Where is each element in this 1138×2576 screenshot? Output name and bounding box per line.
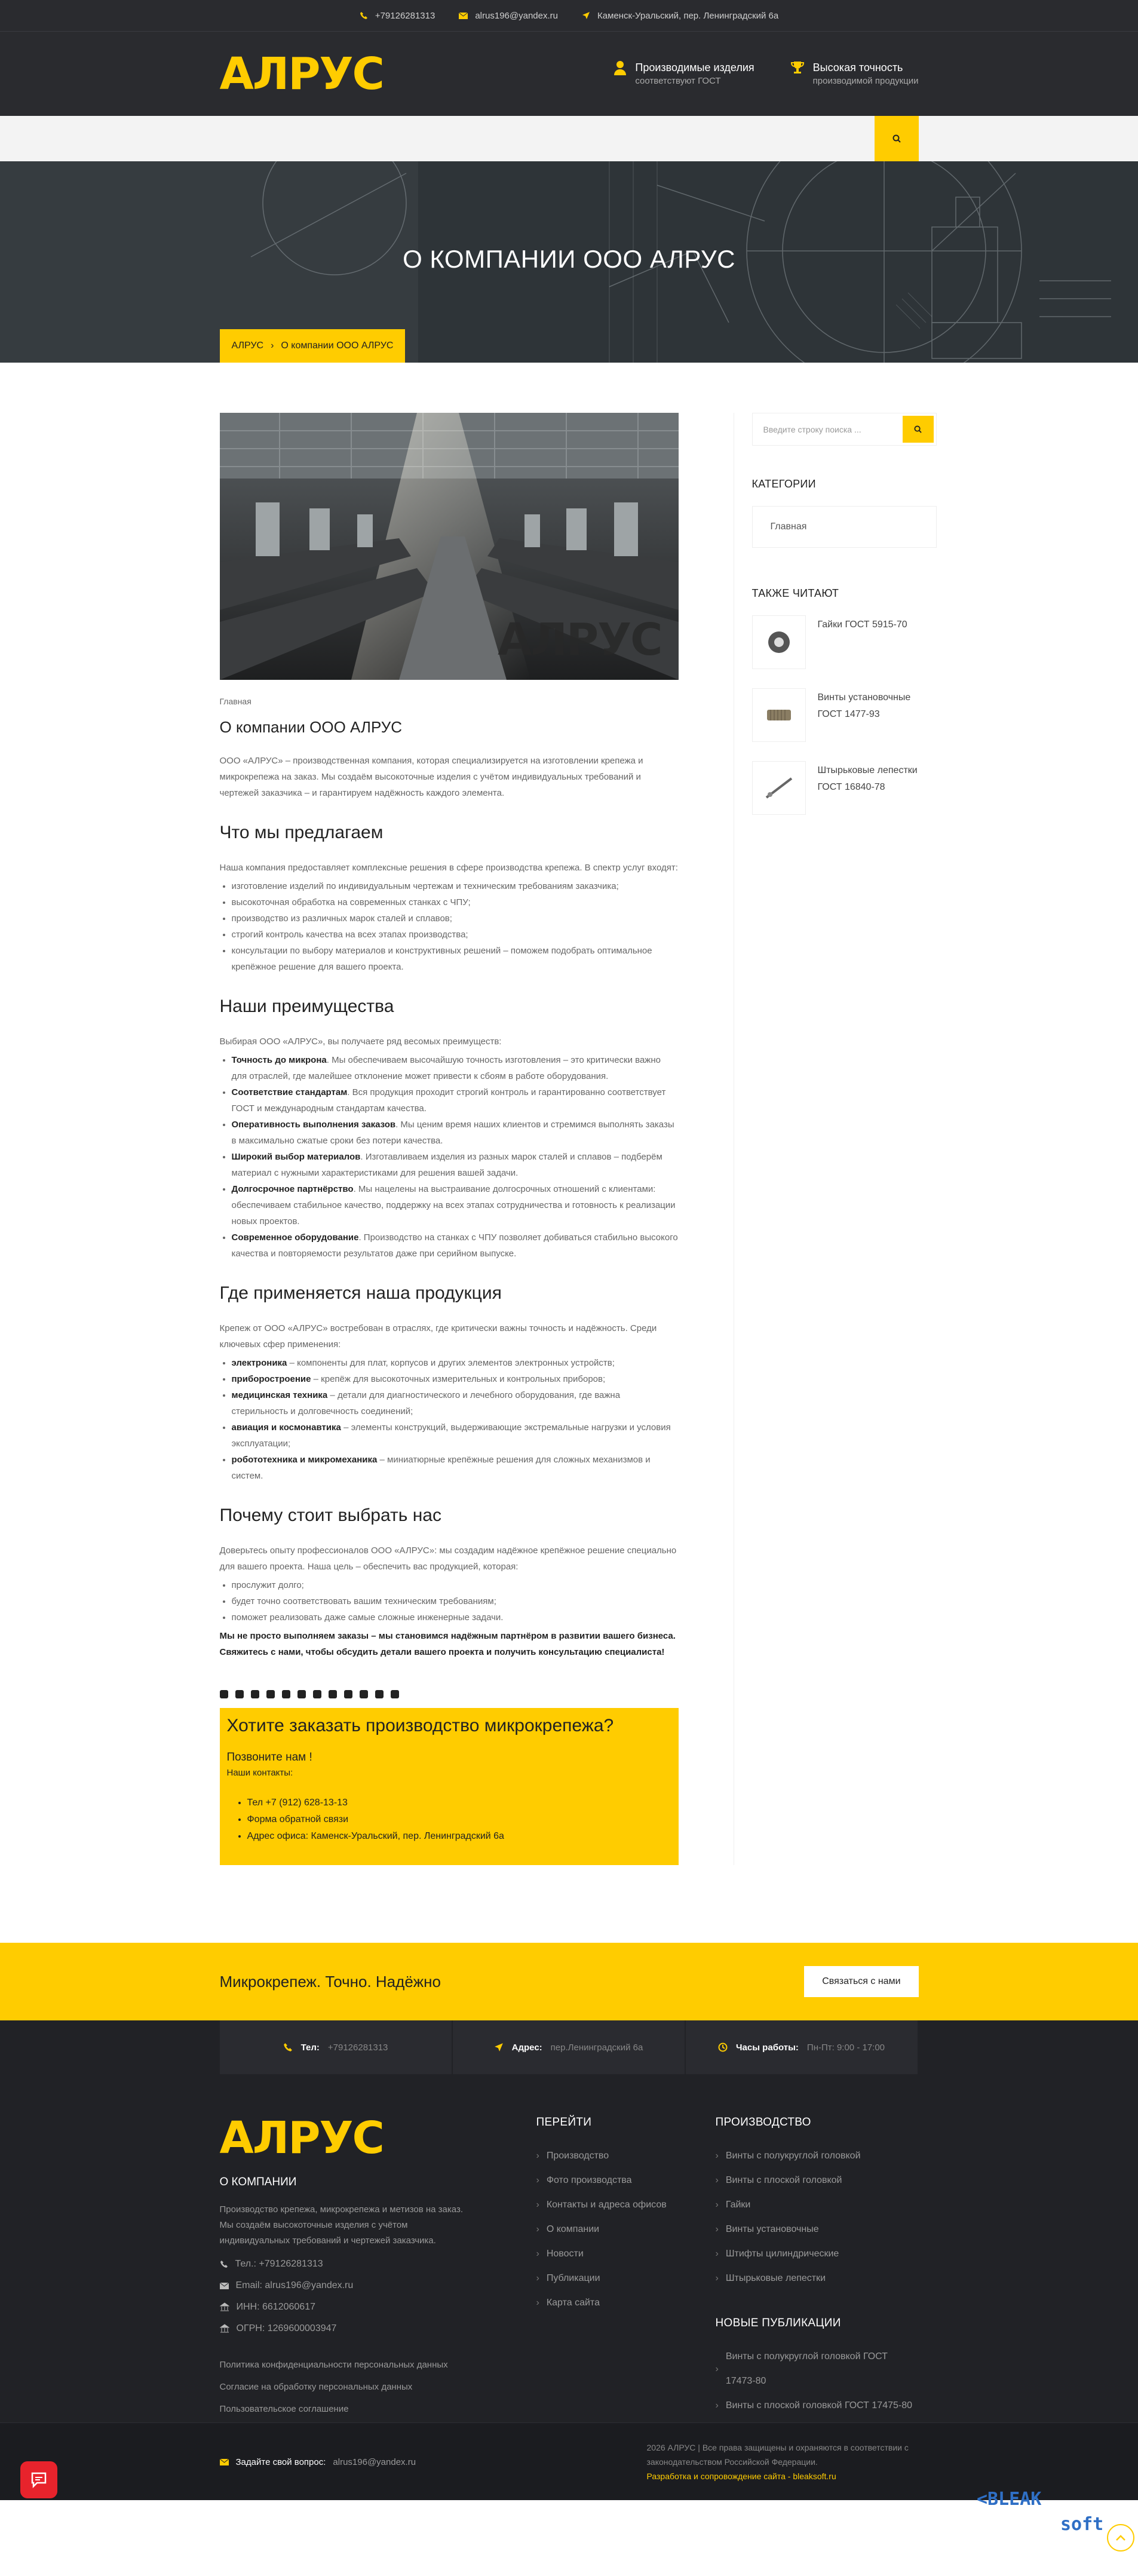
order-feedback-link[interactable]: • Форма обратной связи — [247, 1811, 671, 1828]
footer-bar-hours-label: Часы работы: — [735, 2042, 799, 2053]
footer-ogrn — [220, 2318, 536, 2339]
list-item — [232, 1149, 679, 1181]
footer-link[interactable]: › Винты установочные — [716, 2217, 919, 2241]
footer-ask-email: alrus196@yandex.ru — [333, 2457, 416, 2467]
share-phone-icon[interactable] — [313, 1690, 321, 1698]
article-title: О компании ООО АЛРУС — [219, 718, 403, 736]
nav-item-production[interactable]: Производство — [288, 133, 357, 143]
order-address: • Адрес офиса: Каменск-Уральский, пер. Ленинградский 6а — [247, 1828, 671, 1845]
list-item-text: . Изготавливаем изделия из разных марок сталей и сплавов – подберём материал с нужными характеристиками для решения вашей задачи. — [231, 1152, 662, 1178]
list-item-bold: Точность до микрона — [231, 1055, 327, 1065]
post-thumbnail — [752, 615, 806, 669]
share-skype-icon[interactable] — [375, 1690, 384, 1698]
sidebar-search — [752, 413, 937, 446]
bank-icon — [220, 2302, 229, 2312]
footer-bar-hours-value: Пн-Пт: 9:00 - 17:00 — [806, 2042, 885, 2053]
list-item: • поможет реализовать даже самые сложные инженерные задачи. — [232, 1609, 679, 1626]
section-heading-advantages: Наши преимущества — [219, 996, 394, 1016]
breadcrumb — [220, 329, 406, 363]
post-thumbnail — [752, 688, 806, 742]
list-item — [232, 1371, 679, 1387]
article-image — [220, 413, 679, 680]
list-item — [232, 1181, 679, 1229]
footer-link[interactable]: › Контакты и адреса офисов — [536, 2192, 716, 2217]
footer-link[interactable]: › Винты с полукруглой головкой ГОСТ 17473-80 — [716, 2344, 919, 2393]
order-phone-link[interactable]: • Тел +7 (912) 628-13-13 — [247, 1795, 671, 1811]
footer-production-heading: ПРОИЗВОДСТВО — [715, 2116, 811, 2129]
feature-title: Производимые изделия — [635, 62, 754, 73]
cta-band — [0, 1943, 1138, 2020]
footer-ask-label: Задайте свой вопрос: — [235, 2457, 326, 2467]
list-item-text: – крепёж для высокоточных измерительных и контрольных приборов; — [311, 1374, 606, 1384]
list-item: • изготовление изделий по индивидуальным чертежам и техническим требованиям заказчика; — [232, 878, 679, 894]
sidebar-post[interactable] — [752, 761, 937, 815]
offer-intro: Наша компания предоставляет комплексные решения в сфере производства крепежа. В спектр услуг входят: — [219, 863, 678, 873]
sidebar-categories-heading: КАТЕГОРИИ — [751, 478, 816, 490]
why-intro: Доверьтесь опыту профессионалов ООО «АЛРУС»: мы создадим надёжное крепёжное решение специально для вашего проекта. Наша цель – обеспечить вас продукцией, которая: — [219, 1545, 677, 1572]
application-list — [232, 1355, 679, 1484]
copyright-text: 2026 АЛРУС | Все права защищены и охраняются в соответствии с законодательством Российской Федерации. — [646, 2443, 909, 2467]
share-whatsapp-icon[interactable] — [329, 1690, 337, 1698]
footer-bar-phone-value: +79126281313 — [327, 2042, 388, 2053]
section-heading-why: Почему стоит выбрать нас — [219, 1505, 441, 1525]
list-item-text: – компоненты для плат, корпусов и других элементов электронных устройств; — [287, 1358, 615, 1368]
footer-link[interactable]: › Новости — [536, 2241, 716, 2266]
photo-watermark: АЛРУС — [498, 614, 662, 666]
footer-contacts-bar — [220, 2020, 919, 2074]
footer-ogrn-text: ОГРН: 1269600003947 — [236, 2323, 337, 2333]
share-telegram-plane-icon[interactable] — [266, 1690, 275, 1698]
topbar-address-text: Каменск-Уральский, пер. Ленинградский 6а — [597, 10, 779, 21]
sidebar-search-input[interactable]: Введите строку поиска ... — [763, 424, 861, 434]
order-contacts-list — [227, 1795, 671, 1845]
list-item — [232, 1052, 679, 1084]
phone-icon — [360, 11, 368, 20]
post-title: Гайки ГОСТ 5915-70 — [817, 620, 907, 630]
chevron-up-icon — [1116, 2535, 1125, 2541]
footer-logo[interactable] — [219, 2112, 536, 2164]
footer-about — [219, 2112, 536, 2467]
search-icon — [892, 134, 901, 143]
list-item: • будет точно соответствовать вашим техническим требованиям; — [232, 1593, 679, 1609]
footer-inn — [220, 2296, 536, 2318]
topbar — [0, 0, 1138, 31]
footer-bar-phone-label: Тел: — [300, 2042, 320, 2053]
bleaksoft-badge[interactable] — [977, 2489, 1126, 2537]
list-item-bold: Долгосрочное партнёрство — [231, 1184, 354, 1194]
footer-link[interactable]: › Публикации — [536, 2266, 716, 2290]
bleaksoft-badge-line2: soft — [1060, 2514, 1104, 2535]
content-area — [0, 363, 1138, 1865]
list-item-text: . Вся продукция проходит строгий контроль и гарантированно соответствует ГОСТ и международным стандартам качества. — [231, 1087, 666, 1114]
why-list — [232, 1577, 679, 1626]
footer-bottom — [0, 2422, 1138, 2500]
footer-bar-address-label: Адрес: — [511, 2042, 542, 2053]
offer-list — [232, 878, 679, 975]
list-item: • высокоточная обработка на современных станках с ЧПУ; — [232, 894, 679, 910]
section-heading-offer: Что мы предлагаем — [219, 823, 384, 842]
footer-link[interactable]: › Винты с плоской головкой — [716, 2168, 919, 2192]
sidebar-search-button[interactable] — [903, 416, 934, 443]
order-title: Хотите заказать производство микрокрепежа? — [226, 1716, 614, 1735]
list-item: • прослужит долго; — [232, 1577, 679, 1593]
site-header — [0, 31, 1138, 116]
footer-phone[interactable] — [220, 2253, 536, 2275]
list-item-text: – элементы конструкций, выдерживающие экстремальные нагрузки и условия эксплуатации; — [231, 1422, 671, 1449]
nav-item-publications[interactable]: Публикации — [461, 133, 519, 143]
nav-search-button[interactable] — [875, 116, 919, 161]
share-buttons — [220, 1690, 679, 1698]
post-thumbnail — [752, 761, 806, 815]
phone-icon — [220, 2260, 228, 2268]
developer-link[interactable]: Разработка и сопровождение сайта - bleaksoft.ru — [646, 2471, 836, 2481]
footer-email[interactable] — [220, 2275, 536, 2296]
list-item — [232, 1229, 679, 1262]
footer-phone-text: Тел.: +79126281313 — [235, 2259, 323, 2269]
footer-copyright — [647, 2440, 919, 2483]
chat-bubble-icon — [30, 2471, 48, 2488]
why-closing: Мы не просто выполняем заказы – мы становимся надёжным партнёром в развитии вашего бизнеса. Свяжитесь с нами, чтобы обсудить детали вашего проекта и получить консультацию специалиста! — [219, 1631, 676, 1657]
list-item-bold: робототехника и микромеханика — [231, 1455, 378, 1465]
advantages-list — [232, 1052, 679, 1262]
phone-icon — [283, 2043, 293, 2052]
footer-link[interactable]: › Гайки — [716, 2192, 919, 2217]
post-title: Винты установочные ГОСТ 1477-93 — [817, 692, 911, 719]
share-x-icon[interactable] — [282, 1690, 290, 1698]
footer-link[interactable]: › Винты с полукруглой головкой — [716, 2143, 919, 2168]
footer-news-heading: НОВЫЕ ПУБЛИКАЦИИ — [715, 2317, 841, 2329]
site-logo[interactable] — [219, 48, 384, 100]
topbar-email[interactable] — [459, 11, 558, 21]
order-callout — [220, 1708, 679, 1865]
footer-ask[interactable] — [220, 2457, 416, 2467]
footer-about-heading: О КОМПАНИИ — [219, 2176, 297, 2188]
list-item — [232, 1355, 679, 1371]
list-item: • консультации по выбору материалов и конструктивных решений – поможем подобрать оптимальное крепёжное решение для вашего проекта. — [232, 943, 679, 975]
footer-legal-links — [220, 2354, 536, 2420]
share-pinterest-icon[interactable] — [360, 1690, 368, 1698]
site-footer — [0, 2020, 1138, 2500]
footer-go-column — [536, 2116, 716, 2467]
footer-link[interactable]: › Фото производства — [536, 2168, 716, 2192]
footer-link[interactable]: › Штырьковые лепестки — [716, 2266, 919, 2290]
breadcrumb-home[interactable]: АЛРУС — [231, 341, 264, 351]
list-item — [232, 1387, 679, 1419]
bleaksoft-badge-line1: <BLEAK — [977, 2489, 1042, 2510]
article-intro: ООО «АЛРУС» – производственная компания, которая специализируется на изготовлении крепежа и микрокрепежа на заказ. Мы создаём высокоточные изделия с учётом индивидуальных требований и чертежей заказчика – и гарантируем надёжность каждого элемента. — [219, 756, 643, 798]
location-arrow-icon — [494, 2043, 504, 2052]
page-hero — [0, 161, 1138, 363]
list-item-bold: приборостроение — [231, 1374, 311, 1384]
share-ok-icon[interactable] — [251, 1690, 259, 1698]
footer-inn-text: ИНН: 6612060617 — [236, 2302, 315, 2312]
share-chat-icon[interactable] — [391, 1690, 399, 1698]
application-intro: Крепеж от ООО «АЛРУС» востребован в отраслях, где критически важны точность и надёжность. Среди ключевых сфер применения: — [219, 1323, 657, 1350]
feature-subtitle: соответствуют ГОСТ — [635, 76, 721, 86]
list-item-bold: Современное оборудование — [231, 1232, 359, 1243]
list-item-bold: медицинская техника — [231, 1390, 328, 1400]
sidebar-post[interactable] — [752, 615, 937, 669]
footer-production-links — [716, 2143, 919, 2290]
post-title: Штырьковые лепестки ГОСТ 16840-78 — [817, 765, 918, 792]
list-item-text: . Мы ценим время наших клиентов и стремимся выполнять заказы в максимально сжатые сроки без потери качества. — [231, 1120, 674, 1146]
list-item-text: – детали для диагностического и лечебного оборудования, где важна стерильность и долговечность соединений; — [231, 1390, 621, 1416]
topbar-email-text: alrus196@yandex.ru — [475, 10, 558, 21]
list-item-text: . Мы обеспечиваем высочайшую точность изготовления – это критически важно для отраслей, где малейшее отклонение может привести к сбоям в работе оборудования. — [231, 1055, 661, 1081]
section-heading-application: Где применяется наша продукция — [219, 1283, 502, 1303]
sidebar-post[interactable] — [752, 688, 937, 742]
sidebar-category-item[interactable]: Главная — [752, 506, 937, 548]
share-telegram-icon[interactable] — [220, 1690, 228, 1698]
footer-email-text: Email: alrus196@yandex.ru — [235, 2280, 354, 2290]
envelope-icon — [459, 13, 468, 19]
footer-link[interactable]: › Винты с плоской головкой ГОСТ 17475-80 — [716, 2393, 919, 2418]
chat-widget-button[interactable] — [20, 2461, 57, 2498]
breadcrumb-separator: › — [271, 341, 274, 351]
scroll-to-top-button[interactable] — [1107, 2524, 1134, 2552]
footer-link[interactable]: › Карта сайта — [536, 2290, 716, 2315]
footer-bar-phone[interactable] — [220, 2020, 452, 2074]
article — [220, 413, 679, 1865]
topbar-phone-text: +79126281313 — [375, 10, 435, 21]
footer-link[interactable]: › О компании — [536, 2217, 716, 2241]
footer-bar-address-value: пер.Ленинградский 6а — [550, 2042, 643, 2053]
footer-link[interactable]: › Производство — [536, 2143, 716, 2168]
list-item — [232, 1084, 679, 1117]
order-call: Позвоните нам ! — [226, 1751, 312, 1764]
list-item-bold: Соответствие стандартам — [231, 1087, 348, 1097]
search-icon — [914, 425, 922, 433]
breadcrumb-current: О компании ООО АЛРУС — [281, 341, 394, 351]
share-moimir-icon[interactable] — [344, 1690, 352, 1698]
envelope-icon — [220, 2459, 229, 2465]
footer-go-heading: ПЕРЕЙТИ — [536, 2116, 592, 2129]
header-feature-precision — [790, 60, 919, 88]
feature-subtitle: производимой продукции — [812, 76, 919, 86]
footer-go-links — [536, 2143, 716, 2315]
list-item: • производство из различных марок сталей и сплавов; — [232, 910, 679, 927]
privacy-policy-link[interactable]: Политика конфиденциальности персональных данных — [219, 2360, 448, 2370]
bank-icon — [220, 2324, 229, 2333]
feature-title: Высокая точность — [812, 62, 903, 73]
order-contacts-label: Наши контакты: — [226, 1768, 293, 1778]
footer-link[interactable]: › Штифты цилиндрические — [716, 2241, 919, 2266]
article-category-link[interactable]: Главная — [219, 697, 251, 706]
list-item-bold: электроника — [231, 1358, 287, 1368]
list-item-text: – миниатюрные крепёжные решения для сложных механизмов и систем. — [231, 1455, 651, 1481]
footer-about-text: Производство крепежа, микрокрепежа и метизов на заказ. Мы создаём высокоточные изделия с учётом индивидуальных требований и чертежей заказчика. — [219, 2204, 464, 2246]
list-item — [232, 1452, 679, 1484]
header-feature-gost — [614, 60, 754, 88]
contact-us-button[interactable]: Связаться с нами — [804, 1966, 918, 1997]
nav-item-contacts[interactable]: Контакты — [386, 133, 432, 143]
list-item — [232, 1419, 679, 1452]
footer-bar-address — [453, 2020, 685, 2074]
topbar-phone[interactable] — [360, 11, 435, 21]
list-item-bold: Оперативность выполнения заказов — [231, 1120, 396, 1130]
topbar-address — [582, 11, 778, 21]
share-vk-icon[interactable] — [235, 1690, 244, 1698]
list-item-bold: авиация и космонавтика — [231, 1422, 341, 1433]
list-item — [232, 1117, 679, 1149]
logo-text: АЛРУС — [219, 48, 384, 100]
trophy-icon — [790, 60, 805, 75]
main-nav — [0, 116, 1138, 161]
footer-contact-list — [220, 2253, 536, 2339]
user-badge-icon — [614, 60, 627, 76]
page-title: О КОМПАНИИ ООО АЛРУС — [403, 245, 735, 273]
nav-item-home[interactable]: Главная — [219, 133, 259, 143]
sidebar-also-heading: ТАКЖЕ ЧИТАЮТ — [751, 587, 839, 599]
consent-link[interactable]: Согласие на обработку персональных данных — [219, 2382, 413, 2392]
cta-text: Микрокрепеж. Точно. Надёжно — [219, 1972, 441, 1991]
list-item-text: . Мы нацелены на выстраивание долгосрочных отношений с клиентами: обеспечиваем стабильное качество, поддержку на всех этапах сотрудничества и готовность к реализации новых проектов. — [231, 1184, 676, 1226]
share-viber-icon[interactable] — [297, 1690, 306, 1698]
list-item-text: . Производство на станках с ЧПУ позволяет добиваться стабильно высокого качества и повторяемости результатов даже при серийном выпуске. — [231, 1232, 678, 1259]
clock-icon — [718, 2043, 728, 2052]
footer-production-column — [716, 2116, 919, 2467]
footer-logo-text: АЛРУС — [219, 2112, 384, 2164]
sidebar — [734, 413, 937, 1865]
location-arrow-icon — [582, 11, 590, 20]
advantages-intro: Выбирая ООО «АЛРУС», вы получаете ряд весомых преимуществ: — [219, 1036, 502, 1047]
user-agreement-link[interactable]: Пользовательское соглашение — [219, 2404, 349, 2414]
envelope-icon — [220, 2283, 229, 2289]
list-item-bold: Широкий выбор материалов — [231, 1152, 361, 1162]
footer-bar-hours — [686, 2020, 918, 2074]
list-item: • строгий контроль качества на всех этапах производства; — [232, 927, 679, 943]
